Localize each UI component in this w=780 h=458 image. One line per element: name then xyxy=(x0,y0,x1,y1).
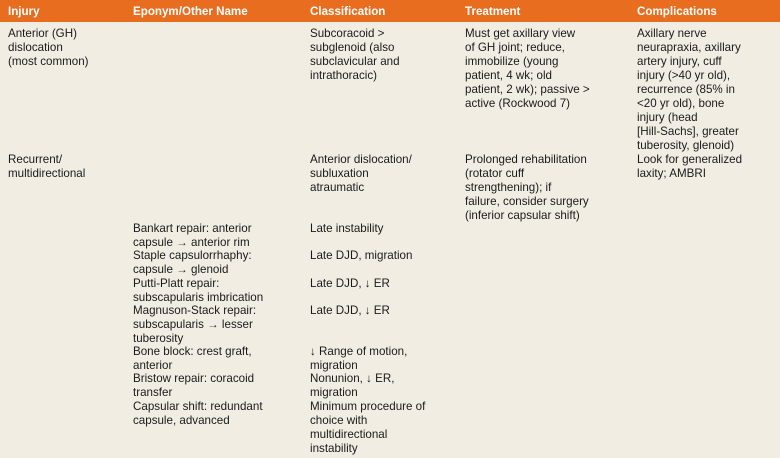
complications-cell: Look for generalized laxity; AMBRI xyxy=(637,153,743,180)
eponym-cell: Bristow repair: coracoid transfer xyxy=(133,372,255,399)
treatment-cell: Prolonged rehabilitation (rotator cuff strengthening); if failure, consider surgery (inferior capsular shift) xyxy=(465,153,589,222)
eponym-cell: Putti-Platt repair: subscapularis imbrication xyxy=(133,277,264,304)
classification-cell: Late DJD, ↓ ER xyxy=(310,304,390,317)
classification-cell: Minimum procedure of choice with multidirectional instability xyxy=(310,400,426,455)
column-header-injury: Injury xyxy=(8,5,40,18)
classification-cell: Late DJD, ↓ ER xyxy=(310,277,390,290)
column-header-complications: Complications xyxy=(637,5,717,18)
treatment-cell: Must get axillary view of GH joint; reduce, immobilize (young patient, 4 wk; old patient, 2 wk); passive > active (Rockwood 7) xyxy=(465,27,590,110)
eponym-cell: Bankart repair: anterior capsule → anterior rim xyxy=(133,222,252,249)
classification-cell: Late DJD, migration xyxy=(310,249,413,262)
table-header xyxy=(0,0,780,22)
column-header-eponym: Eponym/Other Name xyxy=(133,5,248,18)
injury-cell: Recurrent/ multidirectional xyxy=(8,153,86,180)
eponym-cell: Staple capsulorrhaphy: capsule → glenoid xyxy=(133,249,252,276)
injury-cell: Anterior (GH) dislocation (most common) xyxy=(8,27,89,68)
column-header-treatment: Treatment xyxy=(465,5,521,18)
eponym-cell: Capsular shift: redundant capsule, advanced xyxy=(133,400,263,427)
column-header-classification: Classification xyxy=(310,5,386,18)
classification-cell: Subcoracoid > subglenoid (also subclavicular and intrathoracic) xyxy=(310,27,400,82)
classification-cell: ↓ Range of motion, migration xyxy=(310,345,408,372)
eponym-cell: Bone block: crest graft, anterior xyxy=(133,345,252,372)
complications-cell: Axillary nerve neurapraxia, axillary artery injury, cuff injury (>40 yr old), recurrence (85% in <20 yr old), bone injury (head [Hill-Sachs], greater tuberosity, glenoid) xyxy=(637,27,741,152)
eponym-cell: Magnuson-Stack repair: subscapularis → lesser tuberosity xyxy=(133,304,257,345)
classification-cell: Late instability xyxy=(310,222,384,235)
classification-cell: Anterior dislocation/ subluxation atraumatic xyxy=(310,153,412,194)
classification-cell: Nonunion, ↓ ER, migration xyxy=(310,372,395,399)
